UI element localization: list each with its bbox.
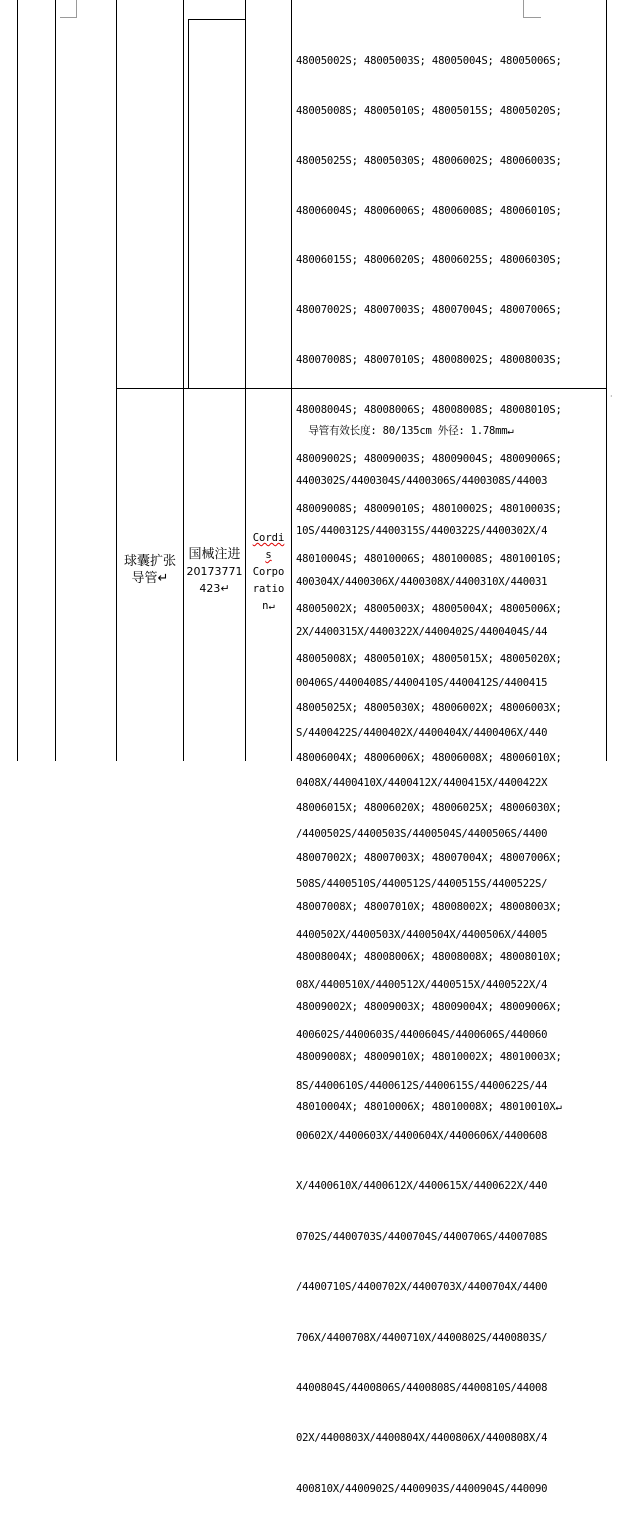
spec-line: 48007008X; 48007010X; 48008002X; 48008003X; xyxy=(296,901,562,914)
manufacturer-cell xyxy=(246,530,291,615)
spec-line: 0702S/4400703S/4400704S/4400706S/4400708S xyxy=(296,1230,548,1243)
crop-mark-left-v xyxy=(76,0,77,18)
registration-number: 20173771 xyxy=(186,565,243,578)
spec-line: 48007002S; 48007003S; 48007004S; 48007006S; xyxy=(296,304,562,317)
spec-line: 48005008X; 48005010X; 48005015X; 48005020X; xyxy=(296,652,562,665)
registration-cell xyxy=(184,546,245,597)
spec-line: 48006004S; 48006006S; 48006008S; 48006010S; xyxy=(296,204,562,217)
spec-line: 10S/4400312S/4400315S/4400322S/4400302X/4 xyxy=(296,525,548,538)
spec-line: 508S/4400510S/4400512S/4400515S/4400522S/ xyxy=(296,878,548,891)
table-border-right xyxy=(606,0,607,761)
table-border-left xyxy=(17,0,18,761)
spec-line: 48006004X; 48006006X; 48006008X; 48006010X; xyxy=(296,752,562,765)
spec-line: 2X/4400315X/4400322X/4400402S/4400404S/44 xyxy=(296,626,548,639)
row-end-mark: · xyxy=(610,392,613,401)
spec-line: 48005025S; 48005030S; 48006002S; 48006003S; xyxy=(296,154,562,167)
spec-line: 48008004X; 48008006X; 48008008X; 48008010X; xyxy=(296,951,562,964)
spec-line: 48007008S; 48007010S; 48008002S; 48008003S; xyxy=(296,353,562,366)
spec-line: 400304X/4400306X/4400308X/4400310X/440031 xyxy=(296,575,548,588)
product-name-cell xyxy=(117,553,183,587)
spec-line: S/4400422S/4400402X/4400404X/4400406X/440 xyxy=(296,726,548,739)
spec-line: X/4400610X/4400612X/4400615X/4400622X/440 xyxy=(296,1180,548,1193)
table-col-divider-5 xyxy=(291,0,292,761)
spec-line: 48005025X; 48005030X; 48006002X; 48006003X; xyxy=(296,702,562,715)
spec-line: 48009008S; 48009010S; 48010002S; 48010003S; xyxy=(296,503,562,516)
spec-line: 08X/4400510X/4400512X/4400515X/4400522X/4 xyxy=(296,978,548,991)
lower-spec-list xyxy=(296,389,547,1514)
table-col-divider-1 xyxy=(55,0,56,761)
registration-label: 国械注进 xyxy=(188,547,241,562)
spec-line: 0408X/4400410X/4400412X/4400415X/4400422X xyxy=(296,777,548,790)
spec-header: 导管有效长度: 80/135cm 外径: 1.78mm↵ xyxy=(296,424,514,437)
product-name-line: 球囊扩张 xyxy=(123,554,176,569)
table-col-divider-3 xyxy=(183,0,184,761)
spec-line: 48005002X; 48005003X; 48005004X; 48005006X; xyxy=(296,602,562,615)
spec-line: 48009002X; 48009003X; 48009004X; 48009006X; xyxy=(296,1001,562,1014)
spec-line: 400602S/4400603S/4400604S/4400606S/440060 xyxy=(296,1029,548,1042)
spec-line: 48010004X; 48010006X; 48010008X; 48010010X↵ xyxy=(296,1100,562,1113)
manufacturer-line: Corpo xyxy=(252,566,285,578)
spec-line: 706X/4400708X/4400710X/4400802S/4400803S/ xyxy=(296,1331,548,1344)
crop-mark-left-h xyxy=(60,17,76,18)
table-col-divider-4 xyxy=(245,0,246,761)
manufacturer-line: Cordi xyxy=(252,532,285,544)
crop-mark-right-h xyxy=(523,17,541,18)
spec-line: 400810X/4400902S/4400903S/4400904S/440090 xyxy=(296,1482,548,1495)
product-name-line: 导管↵ xyxy=(131,571,169,586)
manufacturer-line: s xyxy=(265,549,272,561)
spec-line: 48005002S; 48005003S; 48005004S; 48005006S; xyxy=(296,55,562,68)
manufacturer-line: n↵ xyxy=(262,600,275,612)
spec-line: 48010004S; 48010006S; 48010008S; 48010010S; xyxy=(296,553,562,565)
registration-number-suffix: 423↵ xyxy=(199,582,230,595)
manufacturer-line: ratio xyxy=(252,583,285,595)
spec-line: 48008004S; 48008006S; 48008008S; 48008010S; xyxy=(296,403,562,416)
spec-line: 48005008S; 48005010S; 48005015S; 48005020S; xyxy=(296,104,562,117)
spec-line: /4400502S/4400503S/4400504S/4400506S/4400 xyxy=(296,827,548,840)
spec-line: 00406S/4400408S/4400410S/4400412S/4400415 xyxy=(296,676,548,689)
table-col-divider-2 xyxy=(116,0,117,761)
spec-line: 48007002X; 48007003X; 48007004X; 48007006X; xyxy=(296,851,562,864)
spec-line: 4400302S/4400304S/4400306S/4400308S/44003 xyxy=(296,474,548,487)
spec-line: 48009008X; 48009010X; 48010002X; 48010003X; xyxy=(296,1050,562,1063)
spec-line: 48006015X; 48006020X; 48006025X; 48006030X; xyxy=(296,801,562,814)
nested-cell-left xyxy=(188,19,189,388)
spec-line: 02X/4400803X/4400804X/4400806X/4400808X/4 xyxy=(296,1432,548,1445)
spec-line: 48009002S; 48009003S; 48009004S; 48009006S; xyxy=(296,453,562,466)
crop-mark-right-v xyxy=(523,0,524,18)
spec-line: 4400502X/4400503X/4400504X/4400506X/44005 xyxy=(296,928,548,941)
spec-line: 4400804S/4400806S/4400808S/4400810S/44008 xyxy=(296,1382,548,1395)
spec-line: /4400710S/4400702X/4400703X/4400704X/4400 xyxy=(296,1281,548,1294)
spec-line: 8S/4400610S/4400612S/4400615S/4400622S/44 xyxy=(296,1079,548,1092)
nested-cell-top xyxy=(188,19,246,20)
spec-line: 00602X/4400603X/4400604X/4400606X/4400608 xyxy=(296,1130,548,1143)
spec-line: 48006015S; 48006020S; 48006025S; 48006030S; xyxy=(296,254,562,267)
